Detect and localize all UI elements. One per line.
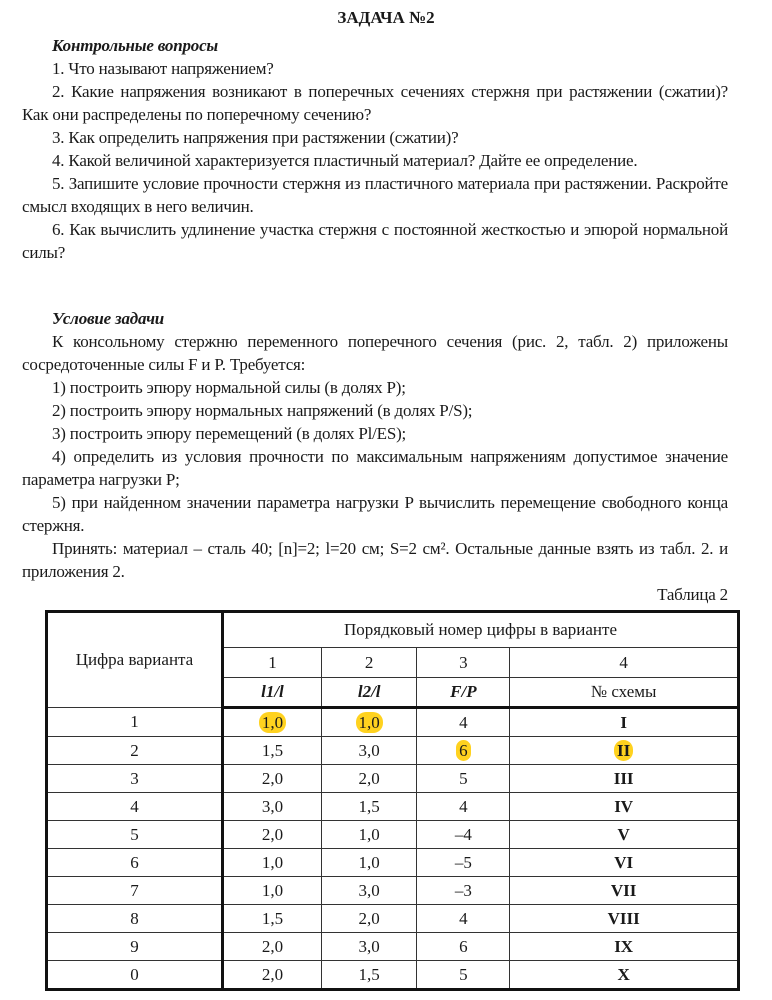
column-label: F/P [417,678,510,708]
cell-value: 7 [130,880,139,900]
question-item: 3. Как определить напряжения при растяжении (сжатии)? [52,128,459,147]
cell-value: 5 [130,824,139,844]
cell-value: 6 [456,740,471,761]
table-cell [510,737,739,765]
table-cell [417,849,510,877]
table-row [47,961,739,990]
table-row [47,905,739,933]
table-cell [321,737,417,765]
table-cell [223,708,322,737]
table-cell [223,933,322,961]
table-cell [47,765,223,793]
question-item: 4. Какой величиной характеризуется пластичный материал? Дайте ее определение. [52,151,638,170]
table-cell [223,793,322,821]
cell-value: III [613,768,634,788]
table-cell [47,821,223,849]
cell-value: 2,0 [261,936,284,956]
cell-value: 3,0 [358,880,380,900]
table-row [47,708,739,737]
cell-value: 6 [130,852,139,872]
table-caption: Таблица 2 [657,585,728,604]
condition-item: 2) построить эпюру нормальных напряжений (в долях P/S); [52,401,473,420]
cell-value: –5 [454,852,472,872]
question-item: 5. Запишите условие прочности стержня из пластичного материала при растяжении. Раскройте смысл входящих в него величин. [22,174,728,216]
cell-value: –4 [454,824,472,844]
table-cell [510,765,739,793]
cell-value: I [620,712,627,732]
cell-value: 5 [459,964,468,984]
cell-value: 0 [130,964,139,984]
table-cell [47,961,223,990]
column-number: 3 [417,648,510,678]
table-cell [510,905,739,933]
question-item: 2. Какие напряжения возникают в поперечных сечениях стержня при растяжении (сжатии)? Как они распределены по поперечному сечению? [22,82,728,124]
column-number: 1 [223,648,322,678]
data-table [45,610,740,991]
cell-value: II [614,740,633,761]
table-cell [223,765,322,793]
cell-value: 2,0 [261,964,284,984]
table-cell [510,933,739,961]
cell-value: 3,0 [261,796,284,816]
cell-value: –3 [454,880,472,900]
table-row [47,849,739,877]
table-cell [321,765,417,793]
condition-item: Принять: материал – сталь 40; [n]=2; l=20 см; S=2 см². Остальные данные взять из табл. 2. и приложения 2. [22,539,728,581]
table-cell [510,877,739,905]
cell-value: 1,0 [358,824,380,844]
column-label: № схемы [510,678,739,708]
table-cell [47,849,223,877]
table-cell [321,708,417,737]
table-cell [223,821,322,849]
cell-value: VI [614,852,634,872]
cell-value: 1 [130,712,139,731]
cell-value: VIII [607,908,640,928]
cell-value: 1,5 [358,964,380,984]
cell-value: 3 [130,768,139,788]
column-number: 4 [510,648,739,678]
cell-value: 6 [459,936,468,956]
question-item: 6. Как вычислить удлинение участка стержня с постоянной жесткостью и эпюрой нормальной силы? [22,220,728,262]
condition-section [22,307,728,606]
condition-item: 3) построить эпюру перемещений (в долях Pl/ES); [52,424,407,443]
table-row [47,821,739,849]
cell-value: 2 [130,740,139,760]
table-cell [417,737,510,765]
table-cell [321,849,417,877]
table-row [47,737,739,765]
cell-value: 9 [130,936,139,956]
cell-value: 4 [459,712,468,732]
table-cell [223,961,322,990]
table-cell [510,708,739,737]
cell-value: 2,0 [358,768,380,788]
table-row [47,765,739,793]
cell-value: 4 [459,796,468,816]
cell-value: 1,0 [356,712,383,733]
table-cell [47,793,223,821]
table-cell [417,821,510,849]
table-cell [47,708,223,737]
table-cell [417,961,510,990]
table-cell [47,877,223,905]
cell-value: 3,0 [358,936,380,956]
cell-value: X [617,964,630,984]
table-cell [321,961,417,990]
condition-item: 1) построить эпюру нормальной силы (в долях P); [52,378,406,397]
cell-value: IX [614,936,634,956]
cell-value: 4 [459,908,468,928]
cell-value: 1,0 [259,712,286,733]
table-cell [321,877,417,905]
table-cell [223,737,322,765]
cell-value: IV [614,796,634,816]
questions-heading: Контрольные вопросы [52,36,219,55]
condition-item: 4) определить из условия прочности по максимальным напряжениям допустимое значение параметра нагрузки P; [22,447,728,489]
table-row [47,793,739,821]
table-cell [510,961,739,990]
table-row [47,933,739,961]
questions-section [22,34,728,264]
question-item: 1. Что называют напряжением? [52,59,274,78]
table-cell [321,821,417,849]
table-cell [321,793,417,821]
column-label: l1/l [223,678,322,708]
table-cell [417,905,510,933]
condition-item: 5) при найденном значении параметра нагрузки P вычислить перемещение свободного конца стержня. [22,493,728,535]
condition-item: К консольному стержню переменного поперечного сечения (рис. 2, табл. 2) приложены сосредоточенные силы F и P. Требуется: [22,332,728,374]
table-cell [47,905,223,933]
cell-value: 2,0 [261,824,284,844]
cell-value: 3,0 [358,740,380,760]
page-title: ЗАДАЧА №2 [337,8,435,27]
cell-value: 1,5 [358,796,380,816]
cell-value: VII [610,880,637,900]
condition-heading: Условие задачи [52,309,165,328]
table-cell [417,708,510,737]
table-cell [510,849,739,877]
table-cell [47,737,223,765]
cell-value: 2,0 [358,908,380,928]
table-cell [321,905,417,933]
table-cell [510,821,739,849]
table-cell [417,933,510,961]
table-cell [223,849,322,877]
group-header: Порядковый номер цифры в варианте [223,612,739,648]
table-cell [223,905,322,933]
cell-value: 4 [130,796,139,816]
cell-value: V [617,824,630,844]
cell-value: 1,0 [261,852,284,872]
table-cell [510,793,739,821]
table-cell [417,793,510,821]
cell-value: 1,5 [261,740,284,760]
table-cell [321,933,417,961]
table-cell [417,765,510,793]
cell-value: 1,0 [261,880,284,900]
column-number: 2 [321,648,417,678]
table-cell [47,933,223,961]
table-cell [223,877,322,905]
cell-value: 5 [459,768,468,788]
column-label: l2/l [321,678,417,708]
cell-value: 1,5 [261,908,284,928]
table-cell [417,877,510,905]
row-header: Цифра варианта [47,612,223,708]
cell-value: 8 [130,908,139,928]
cell-value: 1,0 [358,852,380,872]
cell-value: 2,0 [261,768,284,788]
table-row [47,877,739,905]
